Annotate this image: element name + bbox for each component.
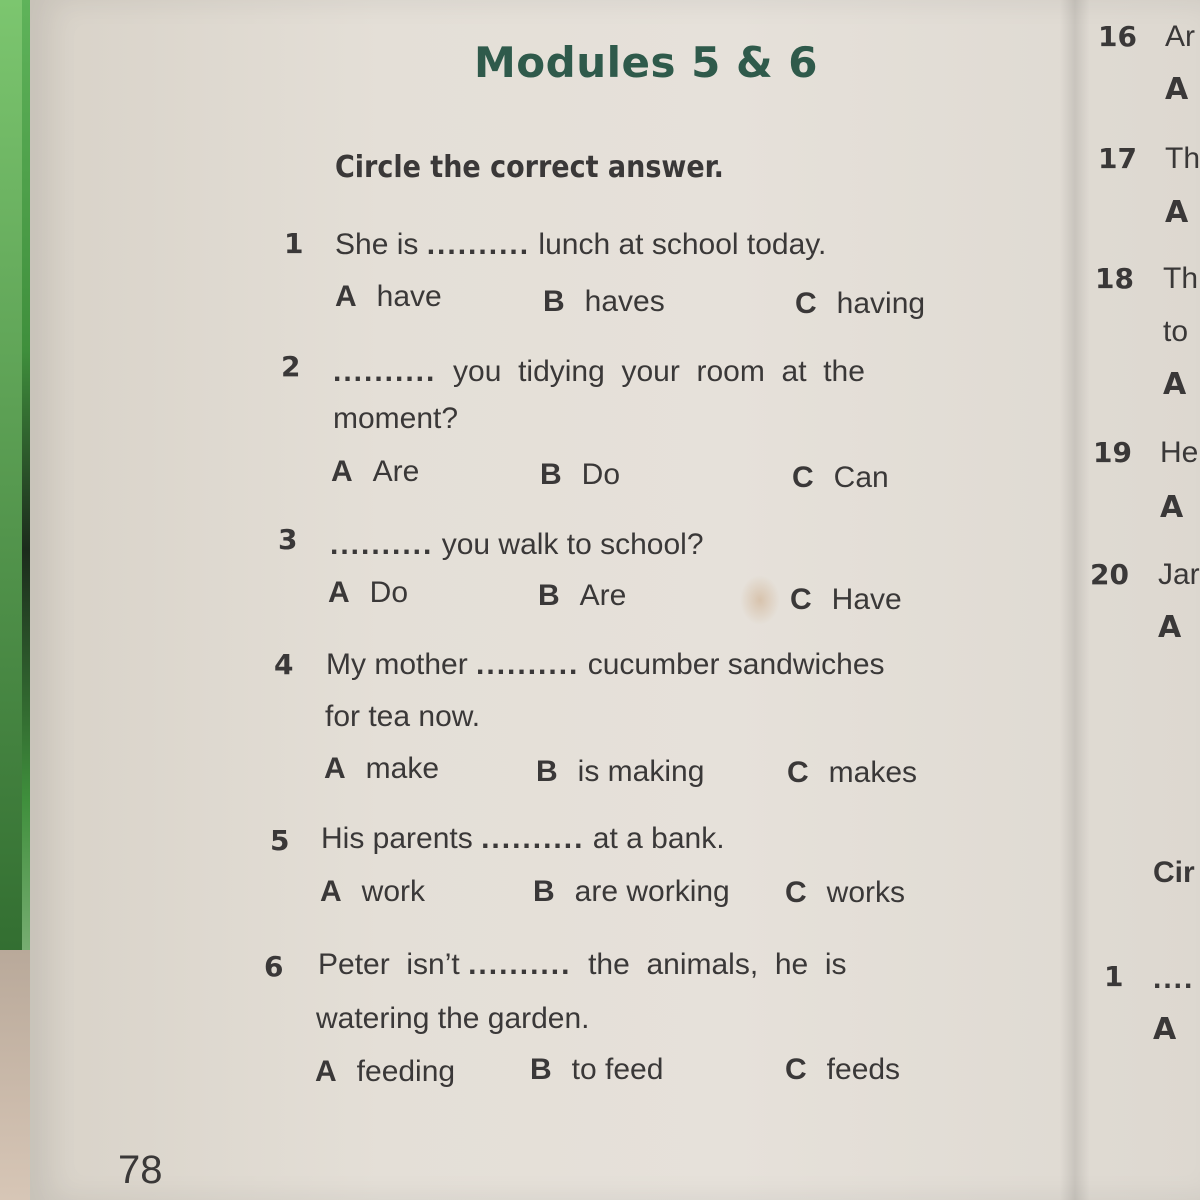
question-text-line2: moment?: [333, 402, 459, 435]
answer-blank[interactable]: ..........: [333, 355, 437, 388]
page-stain: [740, 575, 780, 625]
option-a[interactable]: A have: [335, 280, 442, 313]
section-instruction: Cir: [1153, 856, 1195, 889]
question-number: 5: [270, 824, 290, 857]
answer-blank[interactable]: ..........: [481, 822, 585, 855]
question-text: My mother .......... cucumber sandwiches: [326, 648, 885, 681]
option-a[interactable]: A: [1163, 367, 1187, 402]
question-text: .......... you walk to school?: [330, 528, 704, 561]
option-a[interactable]: A feeding: [315, 1055, 456, 1088]
option-b[interactable]: B to feed: [530, 1053, 664, 1086]
question-text: Peter isn’t .......... the animals, he is: [318, 948, 847, 981]
question-text-line2: watering the garden.: [316, 1002, 590, 1035]
question-number: 19: [1093, 436, 1132, 469]
question-number: 6: [264, 950, 284, 983]
question-text: He: [1160, 436, 1199, 469]
question-text: Jar: [1158, 558, 1200, 591]
option-b[interactable]: B Are: [538, 579, 627, 612]
option-c[interactable]: C having: [795, 287, 926, 320]
option-a[interactable]: A: [1158, 610, 1182, 645]
question-number: 18: [1095, 262, 1134, 295]
answer-blank[interactable]: ..........: [476, 648, 580, 681]
page-number: 78: [118, 1148, 163, 1192]
option-a[interactable]: A: [1153, 1012, 1177, 1047]
question-text-line2: for tea now.: [325, 700, 481, 733]
option-a[interactable]: A: [1165, 72, 1189, 107]
question-number: 20: [1090, 558, 1129, 591]
option-a[interactable]: A make: [324, 752, 440, 785]
question-text: His parents .......... at a bank.: [321, 822, 725, 855]
question-number: 1: [1104, 960, 1124, 993]
question-number: 2: [281, 350, 301, 383]
option-b[interactable]: B Do: [540, 458, 621, 491]
question-number: 4: [274, 648, 294, 681]
answer-blank[interactable]: ....: [1153, 962, 1195, 995]
option-a[interactable]: A Do: [328, 576, 409, 609]
page-fold: [1060, 0, 1090, 1200]
answer-blank[interactable]: ..........: [468, 948, 572, 981]
option-a[interactable]: A Are: [331, 455, 420, 488]
question-text: Ar: [1165, 20, 1195, 53]
question-number: 16: [1098, 20, 1137, 53]
page-title: Modules 5 & 6: [474, 38, 818, 87]
question-number: 3: [278, 523, 298, 556]
question-text: Th: [1163, 262, 1199, 295]
question-text: Th: [1165, 142, 1200, 175]
question-number: 17: [1098, 142, 1137, 175]
question-text: .......... you tidying your room at the: [333, 355, 865, 388]
option-a[interactable]: A work: [320, 875, 426, 908]
option-a[interactable]: A: [1165, 195, 1189, 230]
option-c[interactable]: C works: [785, 876, 906, 909]
exercise-instruction: Circle the correct answer.: [335, 150, 724, 185]
question-text-line2: to: [1163, 315, 1189, 348]
option-a[interactable]: A: [1160, 490, 1184, 525]
option-c[interactable]: C Can: [792, 461, 889, 494]
question-number: 1: [284, 227, 304, 260]
answer-blank[interactable]: ..........: [330, 528, 434, 561]
option-c[interactable]: C makes: [787, 756, 918, 789]
option-b[interactable]: B are working: [533, 875, 730, 908]
answer-blank[interactable]: ..........: [426, 228, 531, 261]
option-c[interactable]: C Have: [790, 583, 902, 616]
option-b[interactable]: B haves: [543, 285, 665, 318]
question-text: She is .......... lunch at school today.: [335, 228, 827, 261]
option-b[interactable]: B is making: [536, 755, 705, 788]
option-c[interactable]: C feeds: [785, 1053, 901, 1086]
